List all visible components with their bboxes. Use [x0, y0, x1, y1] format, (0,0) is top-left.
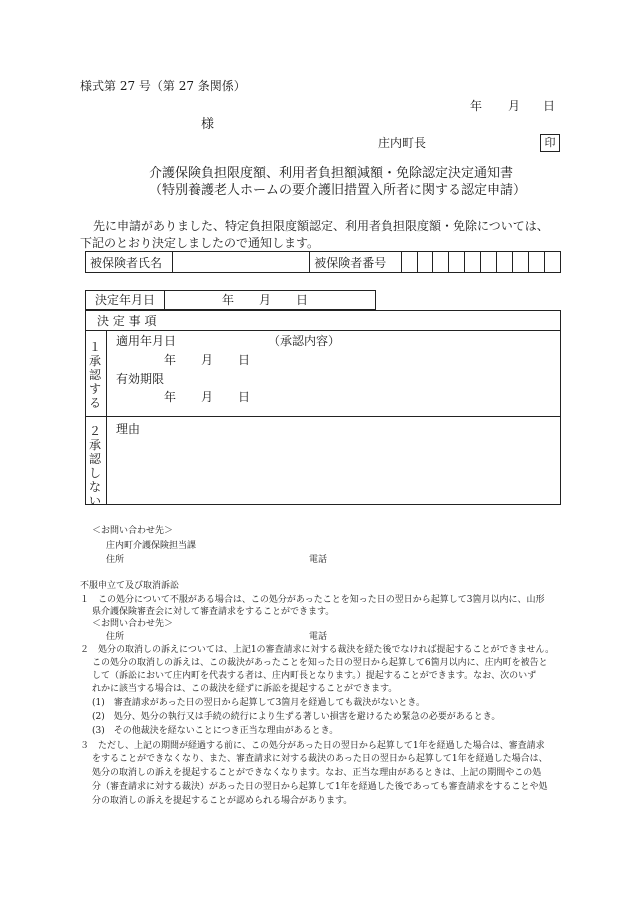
insured-number-digit[interactable] — [465, 252, 481, 273]
notes-address-label: 住所 — [106, 632, 125, 642]
notes-heading: 不服申立て及び取消訴訟 — [80, 581, 180, 591]
approval-content-label: （承認内容） — [268, 334, 341, 348]
document-title: 介護保険負担限度額、利用者負担額減額・免除認定決定通知書 — [149, 166, 514, 181]
notes-line: １ この処分について不服がある場合は、この処分があったことを知った日の翌日から起算して3箇月以内に、山形 — [80, 595, 545, 605]
seal-mark: 印 — [540, 134, 560, 152]
notes-phone-label: 電話 — [309, 632, 328, 642]
notes-line: して（訴訟において庄内町を代表する者は、庄内町長となります。）提起することができます。なお、次のいず — [92, 671, 537, 681]
addressee-sama: 様 — [201, 117, 215, 132]
insured-number-digit[interactable] — [481, 252, 497, 273]
approve-reject-divider — [85, 416, 561, 417]
intro-line-2: 下記のとおり決定しましたので通知します。 — [80, 236, 320, 250]
approve-label: １承認する — [88, 340, 101, 410]
valid-day: 日 — [238, 390, 251, 404]
valid-year: 年 — [164, 390, 177, 404]
notes-line: (2) 処分、処分の執行又は手続の続行により生ずる著しい損害を避けるため緊急の必要があるとき。 — [92, 712, 501, 722]
notes-line: (3) その他裁決を経ないことにつき正当な理由があるとき。 — [92, 726, 339, 736]
issuer-name: 庄内町長 — [378, 136, 427, 150]
insured-number-digit[interactable] — [449, 252, 465, 273]
decision-date-month: 月 — [259, 293, 272, 307]
insured-number-digit[interactable] — [401, 252, 417, 273]
decision-date-year: 年 — [222, 293, 235, 307]
insured-number-label: 被保険者番号 — [310, 252, 401, 273]
contact-phone-label: 電話 — [309, 555, 328, 565]
insured-name-label: 被保険者氏名 — [86, 252, 173, 273]
date-day-label: 日 — [543, 99, 556, 113]
notes-line: ２ 処分の取消しの訴えについては、上記1の審査請求に対する裁決を経た後でなければ提起することができません。 — [80, 645, 555, 655]
notes-line: (1) 審査請求があった日の翌日から起算して3箇月を経過しても裁決がないとき。 — [92, 698, 426, 708]
decision-date-label: 決定年月日 — [95, 293, 156, 307]
apply-day: 日 — [238, 353, 251, 367]
insured-number-digit[interactable] — [497, 252, 513, 273]
decision-side-divider — [106, 330, 107, 505]
decision-items-label: 決 定 事 項 — [97, 314, 157, 328]
notes-line: 県介護保険審査会に対して審査請求をすることができます。 — [92, 607, 335, 617]
insured-number-digit[interactable] — [433, 252, 449, 273]
insured-number-digit[interactable] — [529, 252, 545, 273]
contact-address-label: 住所 — [106, 555, 125, 565]
notes-line: ３ ただし、上記の期間が経過する前に、この処分があった日の翌日から起算して1年を経過した場合は、審査請求 — [80, 741, 545, 751]
document-subtitle: （特別養護老人ホームの要介護旧措置入所者に関する認定申請） — [149, 183, 527, 198]
decision-date-divider — [164, 290, 165, 310]
form-number: 様式第 27 号（第 27 条関係） — [80, 79, 246, 93]
insured-number-digit[interactable] — [513, 252, 529, 273]
apply-date-label: 適用年月日 — [116, 334, 177, 348]
notes-line: この処分の取消しの訴えは、この裁決があったことを知った日の翌日から起算して6箇月以内に、庄内町を被告と — [92, 658, 548, 668]
insured-name-field[interactable] — [173, 252, 310, 273]
contact-dept: 庄内町介護保険担当課 — [106, 541, 197, 551]
notes-contact-heading: ＜お問い合わせ先＞ — [92, 619, 174, 629]
reject-label: ２承認しない — [88, 424, 101, 508]
date-month-label: 月 — [508, 99, 521, 113]
decision-items-header-line — [85, 330, 561, 331]
intro-line-1: 先に申請がありました、特定負担限度額認定、利用者負担限度額・免除については、 — [93, 219, 549, 233]
insured-info-table — [85, 251, 561, 273]
decision-date-day: 日 — [296, 293, 309, 307]
notes-line: 分（審査請求に対する裁決）があった日の翌日から起算して1年を経過した後であっても審査請求をすることや処 — [92, 782, 548, 792]
contact-heading: ＜お問い合わせ先＞ — [92, 526, 174, 536]
notes-line: をすることができなくなり、また、審査請求に対する裁決のあった日の翌日から起算して1年を経過した場合は、 — [92, 754, 548, 764]
apply-month: 月 — [201, 353, 214, 367]
apply-year: 年 — [164, 353, 177, 367]
date-year-label: 年 — [470, 99, 483, 113]
valid-month: 月 — [201, 390, 214, 404]
notes-line: 分の取消しの訴えを提起することが認められる場合があります。 — [92, 796, 353, 806]
valid-period-label: 有効期限 — [116, 372, 165, 386]
reason-label: 理由 — [116, 422, 141, 436]
insured-number-digit[interactable] — [417, 252, 433, 273]
notes-line: れかに該当する場合は、この裁決を経ずに訴訟を提起することができます。 — [92, 684, 398, 694]
insured-number-digit[interactable] — [545, 252, 561, 273]
notes-line: 処分の取消しの訴えを提起することができなくなります。なお、正当な理由があるときは、上記の期間やこの処 — [92, 768, 542, 778]
